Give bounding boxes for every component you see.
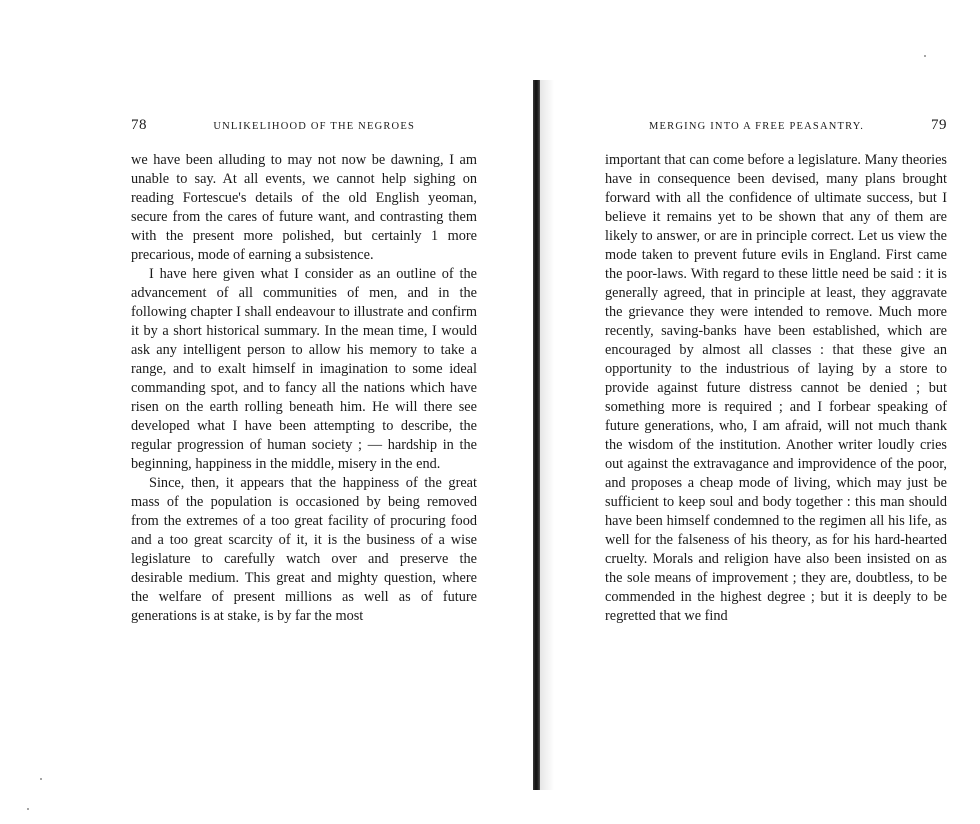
- right-page: [605, 117, 947, 626]
- left-paragraph-1: we have been alluding to may not now be dawning, I am unable to say. At all events, we cannot help sighing on reading Fortescue's details of the old English yeoman, secure from the cares of future want, and contrasting them with the present more polished, but certainly 1 more precarious, mode of earning a subsistence.: [131, 152, 477, 263]
- left-page-number: 78: [131, 117, 147, 133]
- left-running-title: UNLIKELIHOOD OF THE NEGROES: [213, 121, 415, 132]
- left-paragraph-3: Since, then, it appears that the happiness of the great mass of the population is occasioned by being removed from the extremes of a too great facility of procuring food and a too great scarcity of it, it is the business of a wise legislature to carefully watch over and preserve the desirable medium. This great and mighty question, where the welfare of present millions as well as of future generations is at stake, is by far the most: [131, 475, 477, 624]
- left-page-text: [131, 151, 477, 626]
- right-paragraph-1: important that can come before a legislature. Many theories have in consequence been devised, many plans brought forward with all the confidence of ultimate success, but I believe it remains yet to be shown that any of them are likely to answer, or are in principle correct. Let us view the mode taken to prevent future evils in England. First came the poor-laws. With regard to these little need be said : it is generally agreed, that in principle at least, they aggravate the grievance they were intended to remove. Much more recently, saving-banks have been established, which are encouraged by almost all classes : that these give an opportunity to the industrious of laying by a store to provide against future distress cannot be denied ; but something more is required ; and I forbear speaking of future generations, who, I am afraid, will not much thank the wisdom of the institution. Another writer loudly cries out against the extravagance and improvidence of the poor, and proposes a cheap mode of living, which may just be sufficient to keep soul and body together : this man should have been himself condemned to the regimen all his life, as well for the falseness of his theory, as for his hard-hearted cruelty. Morals and religion have also been insisted on as the sole means of improvement ; they are, doubtless, to be commended in the highest degree ; but it is deeply to be regretted that we find: [605, 152, 947, 624]
- scan-speck: [27, 808, 29, 810]
- book-gutter: [533, 80, 540, 790]
- left-page: [131, 117, 477, 626]
- right-running-title: MERGING INTO A FREE PEASANTRY.: [649, 121, 865, 132]
- left-running-head: [131, 117, 477, 141]
- left-paragraph-2: I have here given what I consider as an outline of the advancement of all communities of men, and in the following chapter I shall endeavour to illustrate and confirm it by a short historical summary. In the mean time, I would ask any intelligent person to allow his memory to take a range, and to exalt himself in imagination to some ideal commanding spot, and to fancy all the nations which have risen on the earth rolling beneath him. He will there see developed what I have been attempting to describe, the regular progression of human society ; — hardship in the beginning, happiness in the middle, misery in the end.: [131, 266, 477, 472]
- right-running-head: [605, 117, 947, 141]
- gutter-shadow: [540, 80, 554, 790]
- scan-speck: [924, 55, 926, 57]
- scan-speck: [40, 778, 42, 780]
- right-page-number: 79: [931, 117, 947, 133]
- right-page-text: [605, 151, 947, 626]
